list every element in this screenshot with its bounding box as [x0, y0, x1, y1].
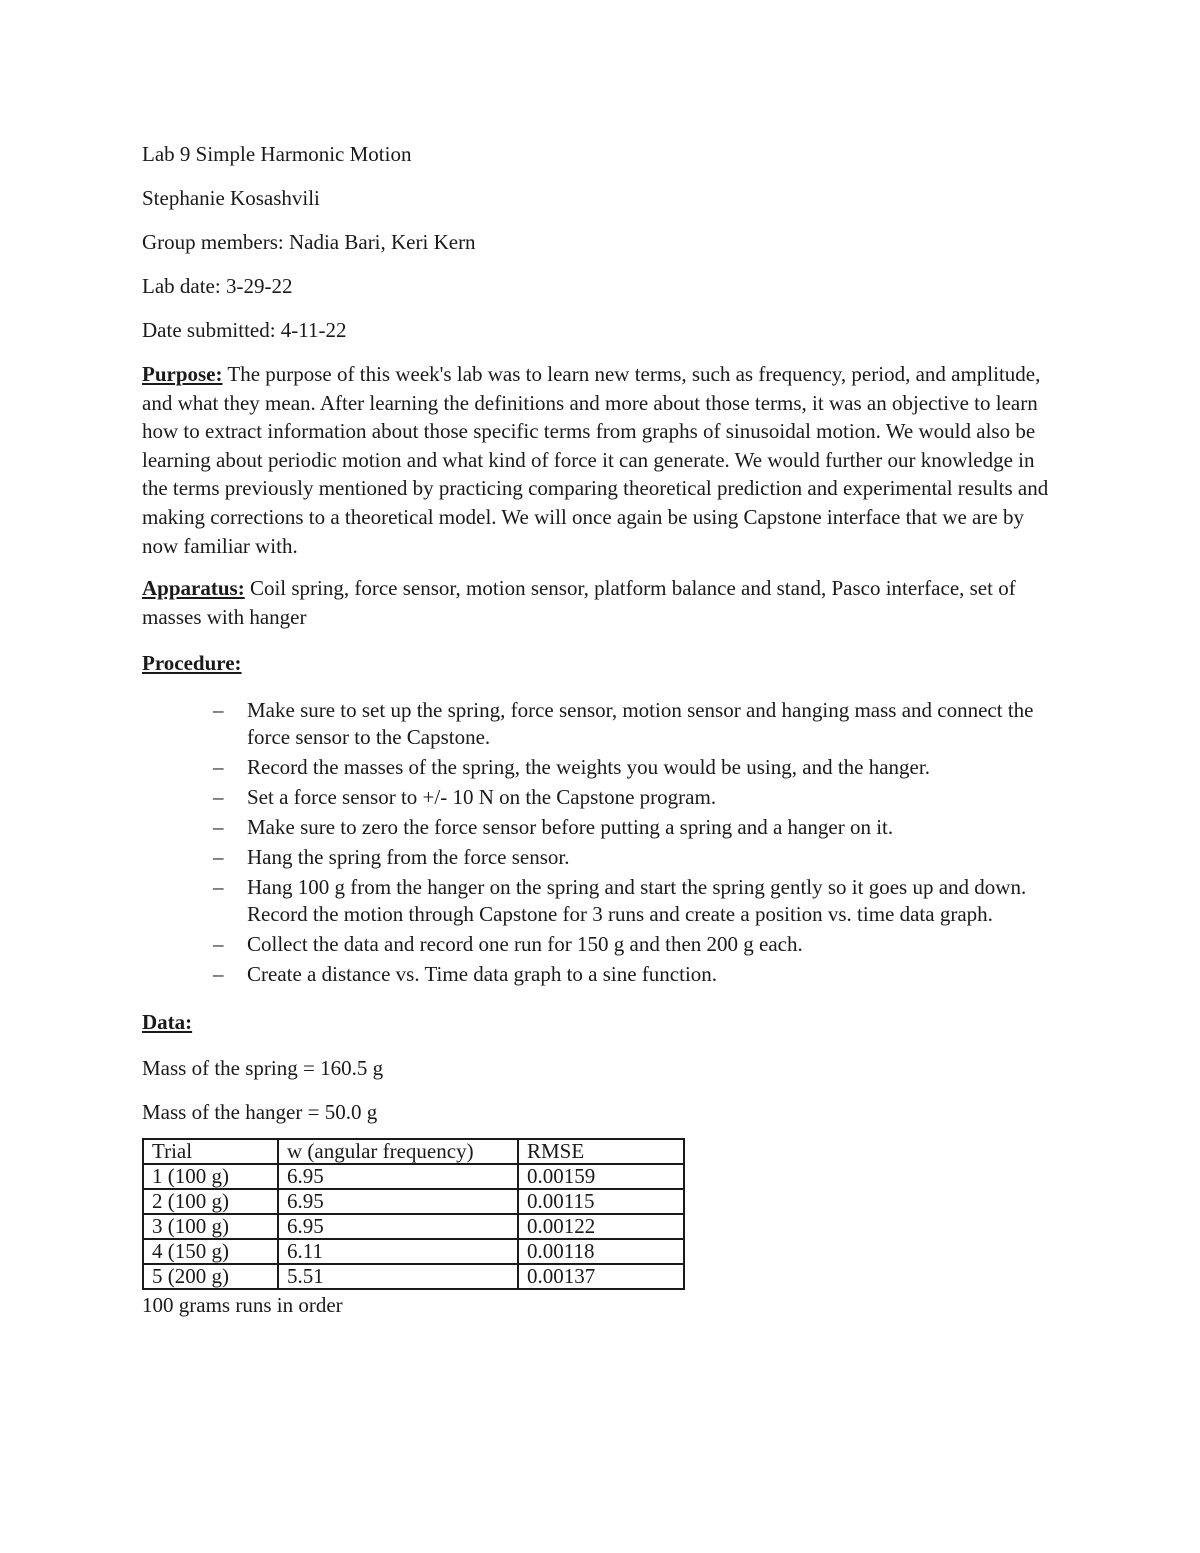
data-section	[142, 1008, 1062, 1036]
purpose-section	[142, 360, 1062, 560]
step-text: Hang 100 g from the hanger on the spring and start the spring gently so it goes up and down. Record the motion through Capstone for 3 runs and create a position vs. time data graph.	[247, 875, 1027, 927]
procedure-list	[142, 697, 1062, 988]
list-item	[142, 784, 1062, 811]
header-rmse: RMSE	[518, 1139, 684, 1164]
apparatus-text: Coil spring, force sensor, motion sensor, platform balance and stand, Pasco interface, set of masses with hanger	[142, 576, 1016, 629]
procedure-heading: Procedure:	[142, 651, 242, 676]
dash-bullet: –	[213, 785, 224, 810]
dash-bullet: –	[213, 875, 224, 900]
step-text: Collect the data and record one run for 150 g and then 200 g each.	[247, 932, 803, 957]
purpose-text: The purpose of this week's lab was to learn new terms, such as frequency, period, and amplitude, and what they mean. After learning the definitions and more about those terms, it was an objective to learn how to extract information about those specific terms from graphs of sinusoidal motion. We would also be learning about periodic motion and what kind of force it can generate. We would further our knowledge in the terms previously mentioned by practicing comparing theoretical prediction and experimental results and making corrections to a theoretical model. We will once again be using Capstone interface that we are by now familiar with.	[142, 362, 1049, 558]
list-item	[142, 874, 1062, 928]
list-item	[142, 844, 1062, 871]
purpose-heading: Purpose:	[142, 362, 223, 386]
dash-bullet: –	[213, 932, 224, 957]
list-item	[142, 697, 1062, 751]
table-cell: 6.95	[278, 1214, 518, 1239]
step-text: Record the masses of the spring, the weights you would be using, and the hanger.	[247, 755, 930, 780]
author-name: Stephanie Kosashvili	[142, 186, 320, 210]
table-row	[143, 1214, 684, 1239]
table-cell: 1 (100 g)	[143, 1164, 278, 1189]
spring-mass: Mass of the spring = 160.5 g	[142, 1056, 384, 1081]
table-note: 100 grams runs in order	[142, 1293, 343, 1318]
list-item	[142, 961, 1062, 988]
table-cell: 4 (150 g)	[143, 1239, 278, 1264]
dash-bullet: –	[213, 755, 224, 780]
dash-bullet: –	[213, 698, 224, 723]
table-cell: 0.00137	[518, 1264, 684, 1289]
lab-date: Lab date: 3-29-22	[142, 274, 293, 298]
dash-bullet: –	[213, 845, 224, 870]
table-cell: 2 (100 g)	[143, 1189, 278, 1214]
table-cell: 5.51	[278, 1264, 518, 1289]
procedure-section	[142, 649, 1062, 677]
table-cell: 5 (200 g)	[143, 1264, 278, 1289]
table-row	[143, 1189, 684, 1214]
dash-bullet: –	[213, 815, 224, 840]
data-heading: Data:	[142, 1010, 193, 1035]
header-angular-frequency: w (angular frequency)	[278, 1139, 518, 1164]
step-text: Make sure to set up the spring, force sensor, motion sensor and hanging mass and connect the force sensor to the Capstone.	[247, 698, 1034, 750]
header-trial: Trial	[143, 1139, 278, 1164]
step-text: Make sure to zero the force sensor before putting a spring and a hanger on it.	[247, 815, 894, 840]
step-text: Create a distance vs. Time data graph to a sine function.	[247, 962, 718, 987]
table-row	[143, 1239, 684, 1264]
dash-bullet: –	[213, 962, 224, 987]
table-cell: 0.00122	[518, 1214, 684, 1239]
hanger-mass: Mass of the hanger = 50.0 g	[142, 1100, 378, 1125]
group-members: Group members: Nadia Bari, Keri Kern	[142, 230, 476, 254]
document-page	[142, 140, 1062, 1319]
list-item	[142, 754, 1062, 781]
apparatus-section	[142, 574, 1062, 631]
table-row	[143, 1264, 684, 1289]
step-text: Set a force sensor to +/- 10 N on the Capstone program.	[247, 785, 717, 810]
table-cell: 6.11	[278, 1239, 518, 1264]
step-text: Hang the spring from the force sensor.	[247, 845, 570, 870]
table-cell: 0.00159	[518, 1164, 684, 1189]
table-cell: 6.95	[278, 1189, 518, 1214]
table-cell: 3 (100 g)	[143, 1214, 278, 1239]
table-cell: 6.95	[278, 1164, 518, 1189]
list-item	[142, 931, 1062, 958]
document-title: Lab 9 Simple Harmonic Motion	[142, 142, 412, 166]
table-cell: 0.00118	[518, 1239, 684, 1264]
table-cell: 0.00115	[518, 1189, 684, 1214]
apparatus-heading: Apparatus:	[142, 576, 245, 601]
table-header-row	[143, 1139, 684, 1164]
date-submitted: Date submitted: 4-11-22	[142, 318, 347, 342]
list-item	[142, 814, 1062, 841]
data-table	[142, 1138, 685, 1290]
table-row	[143, 1164, 684, 1189]
